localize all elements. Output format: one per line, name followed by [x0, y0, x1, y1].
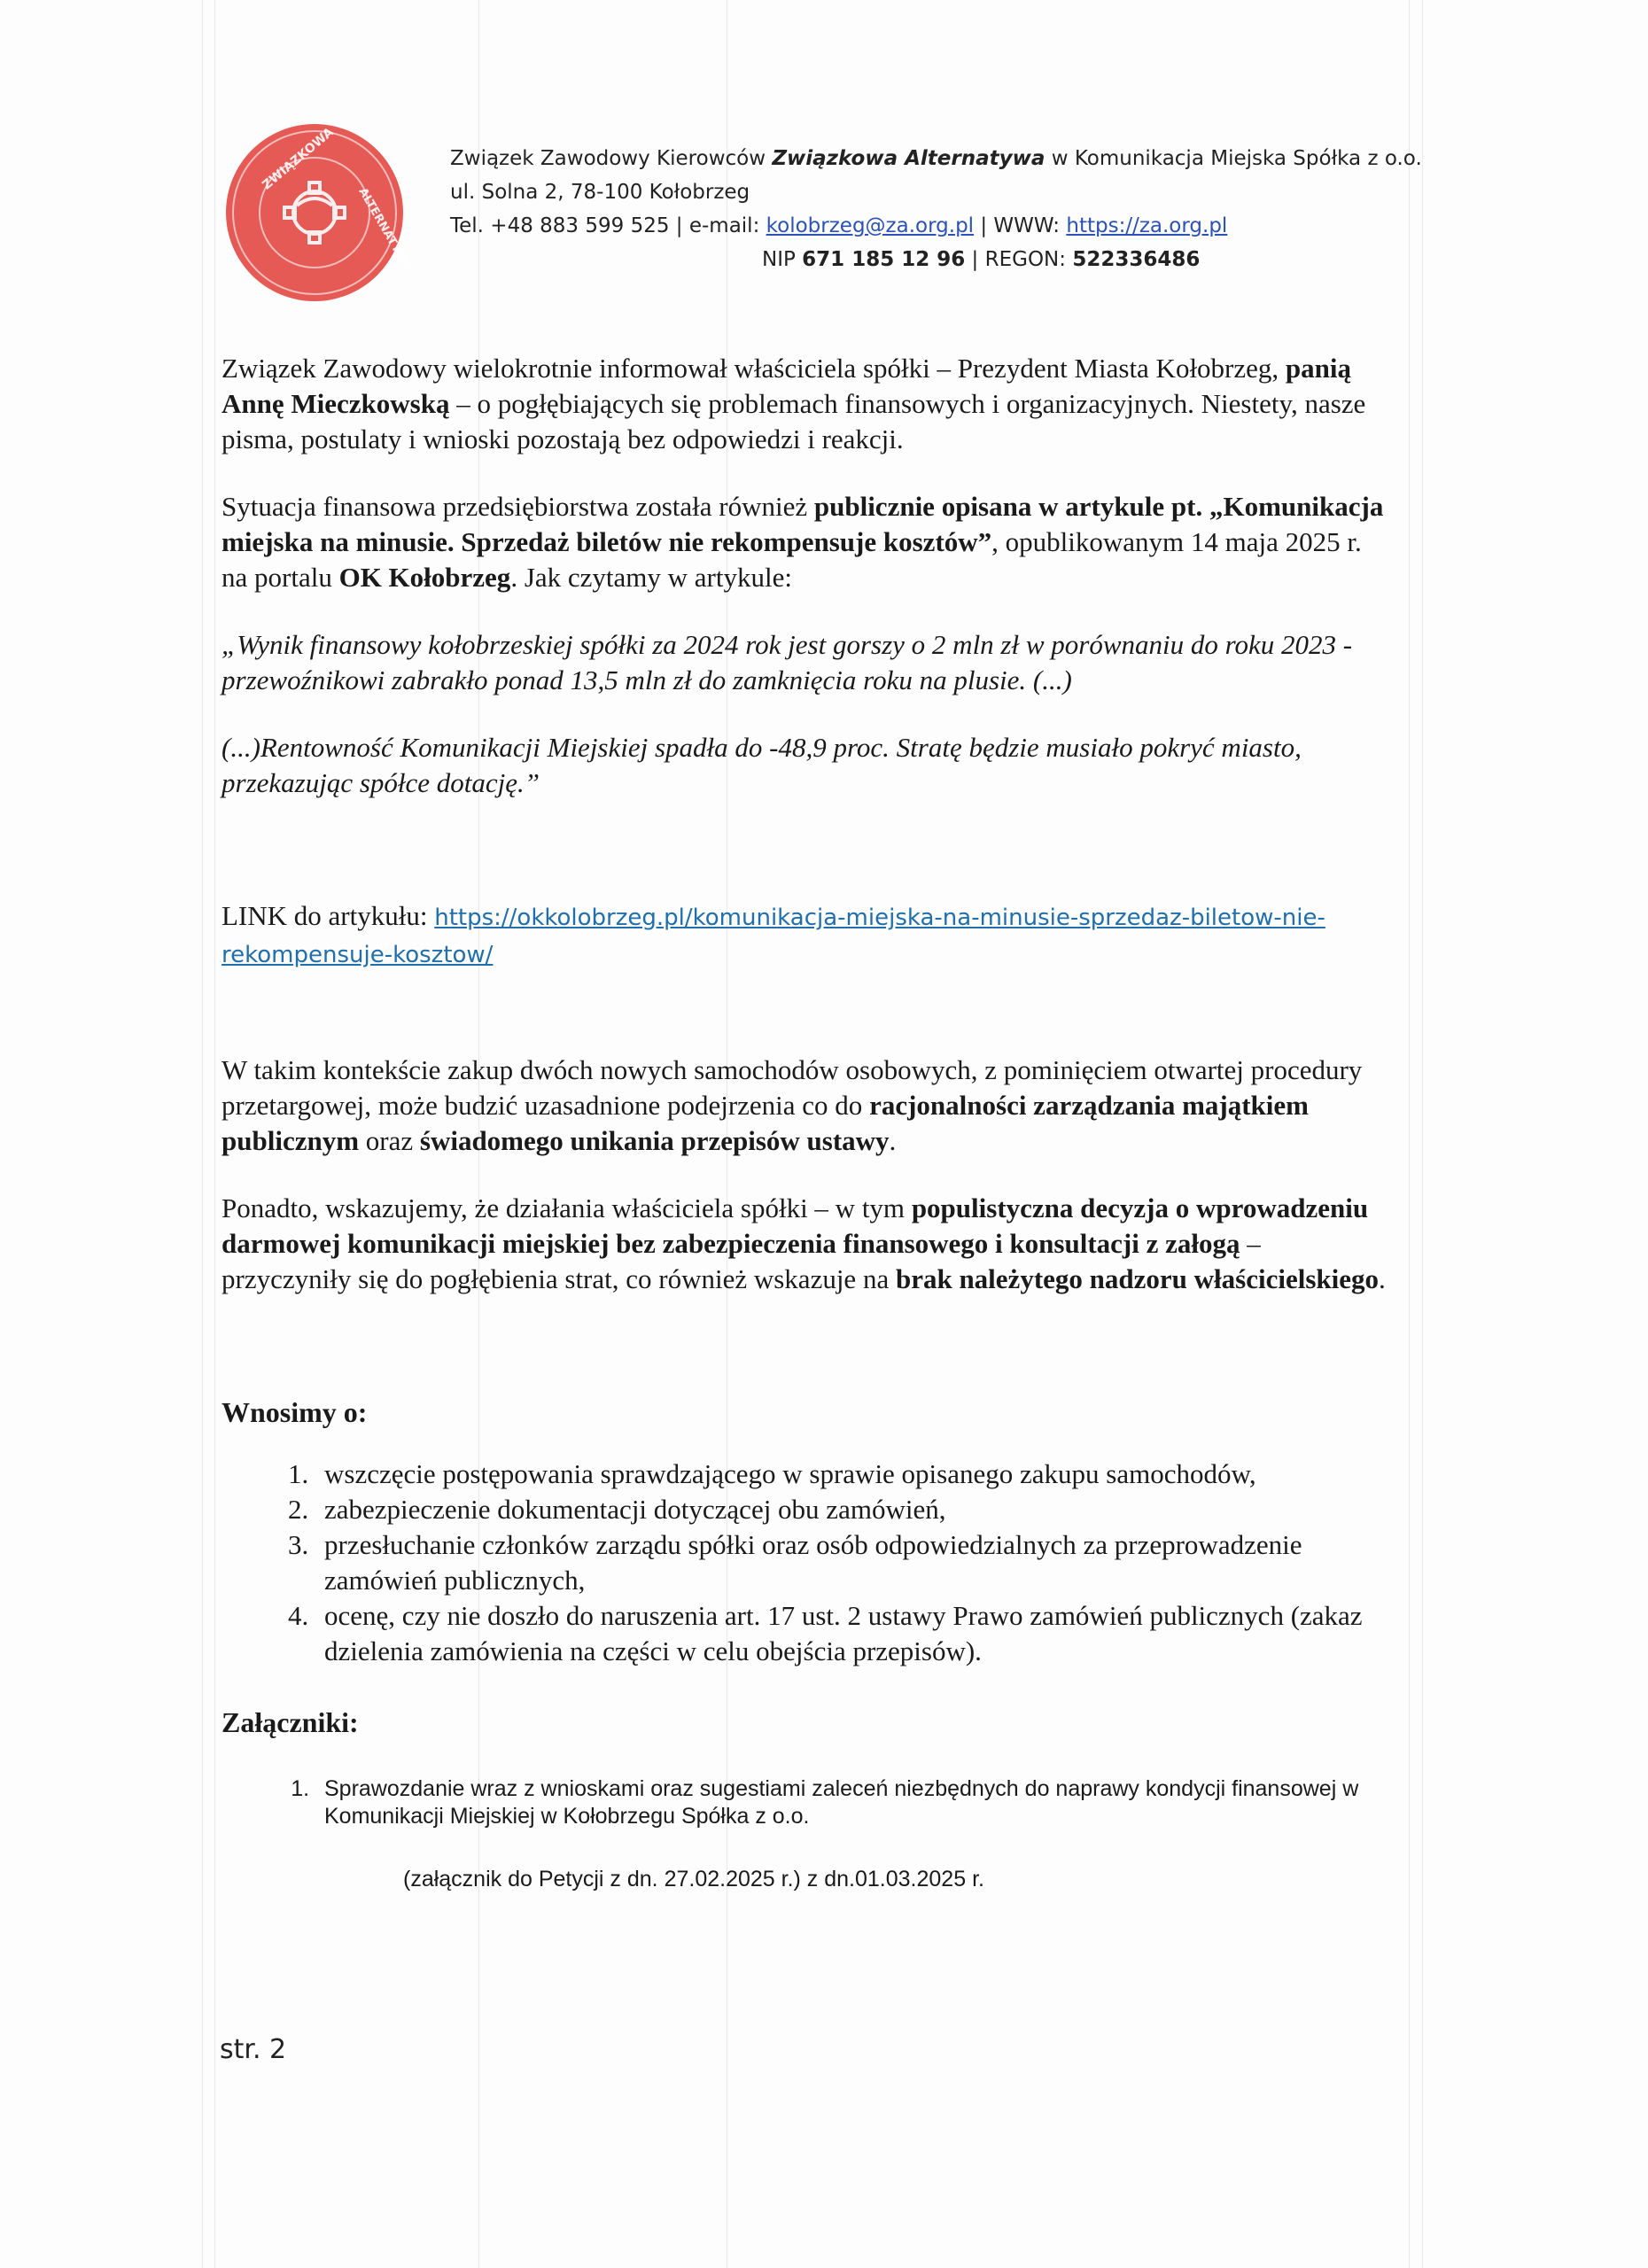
- gear-handshake-icon: [226, 124, 415, 301]
- p3-text-2: oraz: [359, 1125, 420, 1156]
- p1-bold: panią Annę Mieczkowską: [222, 353, 1352, 419]
- p4-end: .: [1379, 1263, 1386, 1294]
- p4-bold-2: brak należytego nadzoru właścicielskiego: [895, 1263, 1379, 1294]
- p3-text: W takim kontekście zakup dwóch nowych samochodów osobowych, z pominięciem otwartej procedury przetargowej, może budzić uzasadnione podejrzenia co do: [222, 1054, 1363, 1121]
- p4-text: Ponadto, wskazujemy, że działania właściciela spółki – w tym: [222, 1192, 912, 1223]
- scan-streak: [214, 0, 215, 2268]
- email-link[interactable]: kolobrzeg@za.org.pl: [766, 214, 975, 237]
- p3-bold: racjonalności zarządzania majątkiem publicznym: [222, 1090, 1309, 1156]
- p2-text-3: . Jak czytamy w artykule:: [510, 562, 792, 593]
- letter-body: [222, 351, 1391, 1893]
- letterhead-contact: [450, 209, 1422, 243]
- svg-text:ZWIĄZKOWA: ZWIĄZKOWA: [260, 125, 337, 193]
- p3-end: .: [889, 1125, 897, 1156]
- paragraph-3: [222, 1052, 1391, 1159]
- letterhead-org-line: [450, 142, 1422, 175]
- attachment-note: (załącznik do Petycji z dn. 27.02.2025 r.) z dn.01.03.2025 r.: [403, 1867, 984, 1891]
- phone-text: Tel. +48 883 599 525 | e-mail:: [450, 214, 766, 237]
- list-item: 1. wszczęcie postępowania sprawdzającego w sprawie opisanego zakupu samochodów,: [315, 1456, 1391, 1492]
- scan-streak: [202, 0, 203, 2268]
- letterhead-registry: [450, 243, 1422, 276]
- requests-list: [222, 1456, 1391, 1669]
- p2-text-2: , opublikowanym 14 maja 2025 r. na portalu: [222, 526, 1362, 593]
- article-link-paragraph: [222, 898, 1391, 973]
- scan-streak: [1409, 0, 1410, 2268]
- nip-value: 671 185 12 96: [802, 248, 966, 271]
- attachments-list: [222, 1775, 1391, 1830]
- svg-text:ALTERNATYWA: ALTERNATYWA: [355, 185, 415, 274]
- attachments-heading: Załączniki:: [222, 1706, 359, 1738]
- p2-text: Sytuacja finansowa przedsiębiorstwa została również: [222, 491, 814, 522]
- list-item: 4. ocenę, czy nie doszło do naruszenia art. 17 ust. 2 ustawy Prawo zamówień publicznych (zakaz dzielenia zamówienia na części w celu obejścia przepisów).: [315, 1598, 1391, 1669]
- article-link[interactable]: https://okkolobrzeg.pl/komunikacja-miejska-na-minusie-sprzedaz-biletow-nie-rekompensuje-kosztow/: [222, 905, 1325, 968]
- p1-text-2: – o pogłębiających się problemach finansowych i organizacyjnych. Niestety, nasze pisma, postulaty i wnioski pozostają bez odpowiedzi i reakcji.: [222, 388, 1366, 454]
- p1-text: Związek Zawodowy wielokrotnie informował właściciela spółki – Prezydent Miasta Kołobrzeg,: [222, 353, 1286, 384]
- p4-text-2: – przyczyniły się do pogłębienia strat, co również wskazuje na: [222, 1228, 1261, 1294]
- attachment-item: 1. Sprawozdanie wraz z wnioskami oraz sugestiami zaleceń niezbędnych do naprawy kondycji finansowej w Komunikacji Miejskiej w Kołobrzegu Spółka z o.o.: [315, 1775, 1391, 1830]
- article-quote-2: (...)Rentowność Komunikacji Miejskiej spadła do -48,9 proc. Stratę będzie musiało pokryć miasto, przekazując spółce dotację.”: [222, 732, 1302, 798]
- p2-article-title: publicznie opisana w artykule pt. „Komunikacja miejska na minusie. Sprzedaż biletów nie rekompensuje kosztów”: [222, 491, 1384, 557]
- page-number: str. 2: [220, 2034, 287, 2065]
- org-name: Związkowa Alternatywa: [772, 147, 1046, 170]
- letterhead: [450, 142, 1422, 276]
- article-quote-1: „Wynik finansowy kołobrzeskiej spółki za 2024 rok jest gorszy o 2 mln zł w porównaniu do roku 2023 - przewoźnikowi zabrakło ponad 13,5 mln zł do zamknięcia roku na plusie. (...): [222, 629, 1353, 695]
- list-item: 2. zabezpieczenie dokumentacji dotyczącej obu zamówień,: [315, 1492, 1391, 1527]
- nip-label: NIP: [762, 248, 803, 271]
- regon-value: 522336486: [1072, 248, 1201, 271]
- p4-bold: populistyczna decyzja o wprowadzeniu darmowej komunikacji miejskiej bez zabezpieczenia finansowego i konsultacji z załogą: [222, 1192, 1369, 1259]
- www-label: | WWW:: [974, 214, 1067, 237]
- website-link[interactable]: https://za.org.pl: [1066, 214, 1228, 237]
- requests-heading: Wnosimy o:: [222, 1396, 368, 1428]
- org-prefix: Związek Zawodowy Kierowców: [450, 147, 773, 170]
- org-suffix: w Komunikacja Miejska Spółka z o.o.: [1045, 147, 1422, 170]
- link-label: LINK do artykułu:: [222, 900, 435, 931]
- paragraph-4: [222, 1191, 1391, 1297]
- list-item: 3. przesłuchanie członków zarządu spółki oraz osób odpowiedzialnych za przeprowadzenie zamówień publicznych,: [315, 1527, 1391, 1598]
- union-logo: [226, 124, 415, 301]
- p2-portal-name: OK Kołobrzeg: [338, 562, 511, 593]
- p3-bold-2: świadomego unikania przepisów ustawy: [419, 1125, 890, 1156]
- paragraph-1: [222, 351, 1391, 457]
- paragraph-2: [222, 489, 1391, 595]
- scan-streak: [1422, 0, 1423, 2268]
- letterhead-address: ul. Solna 2, 78-100 Kołobrzeg: [450, 181, 750, 204]
- regon-label: | REGON:: [965, 248, 1073, 271]
